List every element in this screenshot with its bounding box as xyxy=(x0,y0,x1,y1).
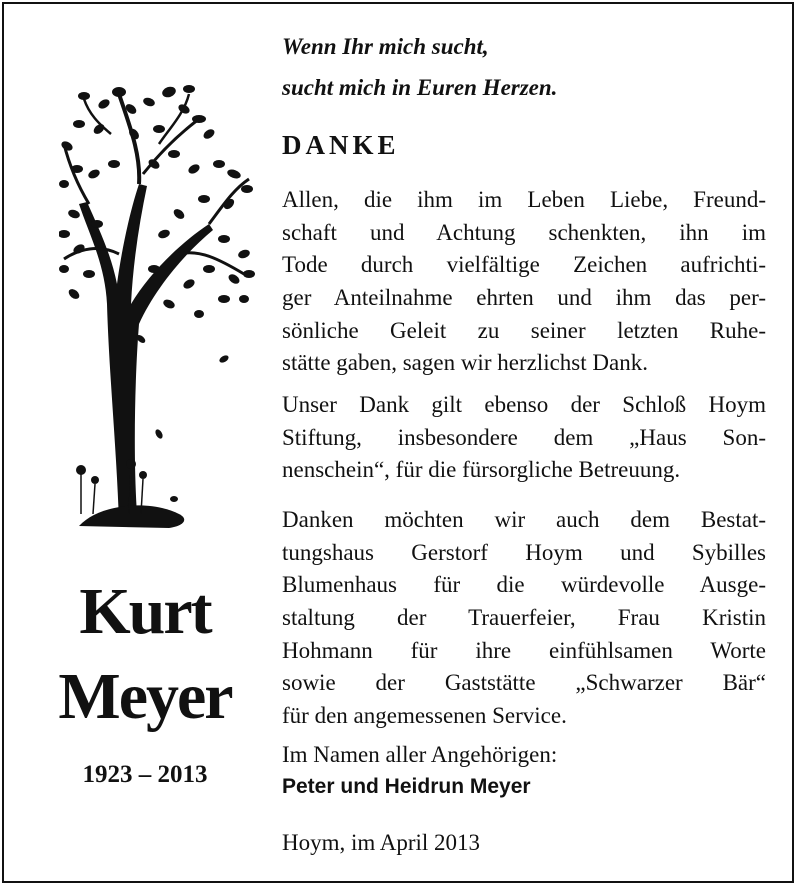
signers-names: Peter und Heidrun Meyer xyxy=(282,775,531,798)
text-line: stätte gaben, sagen wir herzlichst Dank. xyxy=(282,350,648,376)
deceased-last-name: Meyer xyxy=(58,660,232,733)
motto-line-1: Wenn Ihr mich sucht, xyxy=(282,34,489,59)
text-line: Hohmann für ihre einfühlsamen Worte xyxy=(282,637,766,663)
text-line: ger Anteilnahme ehrten und ihm das per- xyxy=(282,285,766,311)
text-line: für den angemessenen Service. xyxy=(282,703,567,729)
motto-line-2: sucht mich in Euren Herzen. xyxy=(282,75,558,100)
text-line: staltung der Trauerfeier, Frau Kristin xyxy=(282,605,766,631)
paragraph-thanks-services xyxy=(282,504,766,733)
place-date: Hoym, im April 2013 xyxy=(282,830,481,855)
life-years: 1923 – 2013 xyxy=(82,761,208,788)
obituary-card xyxy=(2,2,794,883)
text-line: nenschein“, für die fürsorgliche Betreuung. xyxy=(282,457,681,483)
text-line: Danken möchten wir auch dem Bestat- xyxy=(282,507,766,532)
text-line: Unser Dank gilt ebenso der Schloß Hoym xyxy=(282,392,766,417)
text-line: Allen, die ihm im Leben Liebe, Freund- xyxy=(282,187,766,212)
paragraph-thanks-all xyxy=(282,184,766,380)
deceased-first-name: Kurt xyxy=(79,575,211,648)
text-line: tungshaus Gerstorf Hoym und Sybilles xyxy=(282,539,766,565)
text-line: sowie der Gaststätte „Schwarzer Bär“ xyxy=(282,670,766,696)
text-line: Stiftung, insbesondere dem „Haus Son- xyxy=(282,424,766,450)
closing-line: Im Namen aller Angehörigen: xyxy=(282,742,558,767)
thanks-heading: DANKE xyxy=(282,130,400,160)
text-line: Blumenhaus für die würdevolle Ausge- xyxy=(282,572,766,598)
left-column xyxy=(4,4,269,881)
text-line: sönliche Geleit zu seiner letzten Ruhe- xyxy=(282,317,766,343)
text-line: schaft und Achtung schenkten, ihn im xyxy=(282,219,766,245)
text-line: Tode durch vielfältige Zeichen aufrichti- xyxy=(282,252,766,278)
tree-icon xyxy=(59,74,259,534)
paragraph-thanks-foundation xyxy=(282,389,766,487)
